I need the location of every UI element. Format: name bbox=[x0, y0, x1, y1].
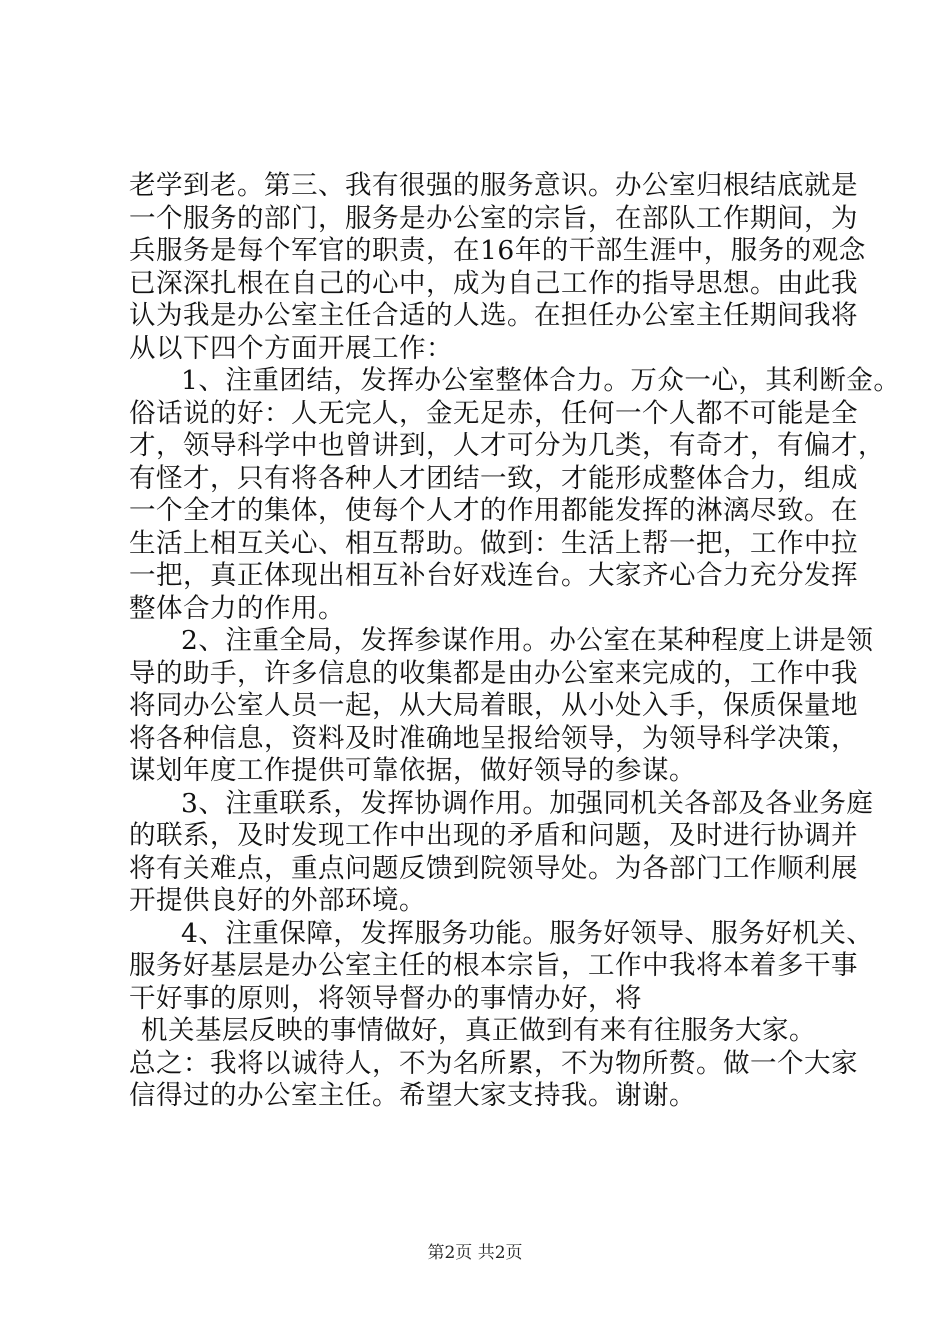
text-line: 信得过的办公室主任。希望大家支持我。谢谢。 bbox=[129, 1080, 696, 1111]
text-line: 服务好基层是办公室主任的根本宗旨，工作中我将本着多干事 bbox=[129, 950, 858, 981]
paragraph-start-line: 2、注重全局，发挥参谋作用。办公室在某种程度上讲是领 bbox=[181, 625, 874, 656]
text-line: 一把，真正体现出相互补台好戏连台。大家齐心合力充分发挥 bbox=[129, 560, 858, 591]
text-line: 将各种信息，资料及时准确地呈报给领导，为领导科学决策， bbox=[129, 722, 858, 754]
text-line: 有怪才，只有将各种人才团结一致，才能形成整体合力，组成 bbox=[129, 462, 858, 494]
text-line: 整体合力的作用。 bbox=[129, 592, 345, 624]
page-number: 第2页 共2页 bbox=[427, 1243, 523, 1263]
text-line: 已深深扎根在自己的心中，成为自己工作的指导思想。由此我 bbox=[129, 267, 858, 299]
text-line: 的联系，及时发现工作中出现的矛盾和问题，及时进行协调并 bbox=[129, 820, 858, 851]
text-line: 从以下四个方面开展工作： bbox=[129, 332, 453, 364]
text-line: 将同办公室人员一起，从大局着眼，从小处入手，保质保量地 bbox=[129, 690, 858, 721]
document-body bbox=[129, 170, 901, 1113]
text-line: 老学到老。第三、我有很强的服务意识。办公室归根结底就是 bbox=[129, 170, 858, 201]
text-line: 认为我是办公室主任合适的人选。在担任办公室主任期间我将 bbox=[129, 300, 858, 331]
paragraph-start-line: 机关基层反映的事情做好，真正做到有来有往服务大家。 bbox=[141, 1015, 816, 1046]
text-line: 开提供良好的外部环境。 bbox=[129, 885, 426, 916]
text-line: 谋划年度工作提供可靠依据，做好领导的参谋。 bbox=[129, 755, 696, 786]
text-line: 一个服务的部门，服务是办公室的宗旨，在部队工作期间，为 bbox=[129, 202, 858, 234]
text-line: 兵服务是每个军官的职责，在16年的干部生涯中，服务的观念 bbox=[129, 235, 866, 266]
text-line: 生活上相互关心、相互帮助。做到：生活上帮一把，工作中拉 bbox=[129, 527, 858, 559]
paragraph-start-line: 3、注重联系，发挥协调作用。加强同机关各部及各业务庭 bbox=[181, 787, 874, 819]
text-line: 才，领导科学中也曾讲到，人才可分为几类，有奇才，有偏才， bbox=[129, 430, 885, 461]
text-line: 导的助手，许多信息的收集都是由办公室来完成的，工作中我 bbox=[129, 657, 858, 689]
text-line: 干好事的原则，将领导督办的事情办好，将 bbox=[129, 982, 642, 1014]
paragraph-start-line: 1、注重团结，发挥办公室整体合力。万众一心，其利断金。 bbox=[181, 365, 901, 396]
page-footer bbox=[0, 1242, 950, 1264]
text-line: 俗话说的好：人无完人，金无足赤，任何一个人都不可能是全 bbox=[129, 397, 858, 429]
text-line: 将有关难点，重点问题反馈到院领导处。为各部门工作顺利展 bbox=[129, 852, 858, 884]
text-line: 一个全才的集体，使每个人才的作用都能发挥的淋漓尽致。在 bbox=[129, 495, 858, 526]
paragraph-start-line: 4、注重保障，发挥服务功能。服务好领导、服务好机关、 bbox=[181, 917, 874, 949]
text-line: 总之：我将以诚待人，不为名所累，不为物所赘。做一个大家 bbox=[129, 1047, 858, 1079]
